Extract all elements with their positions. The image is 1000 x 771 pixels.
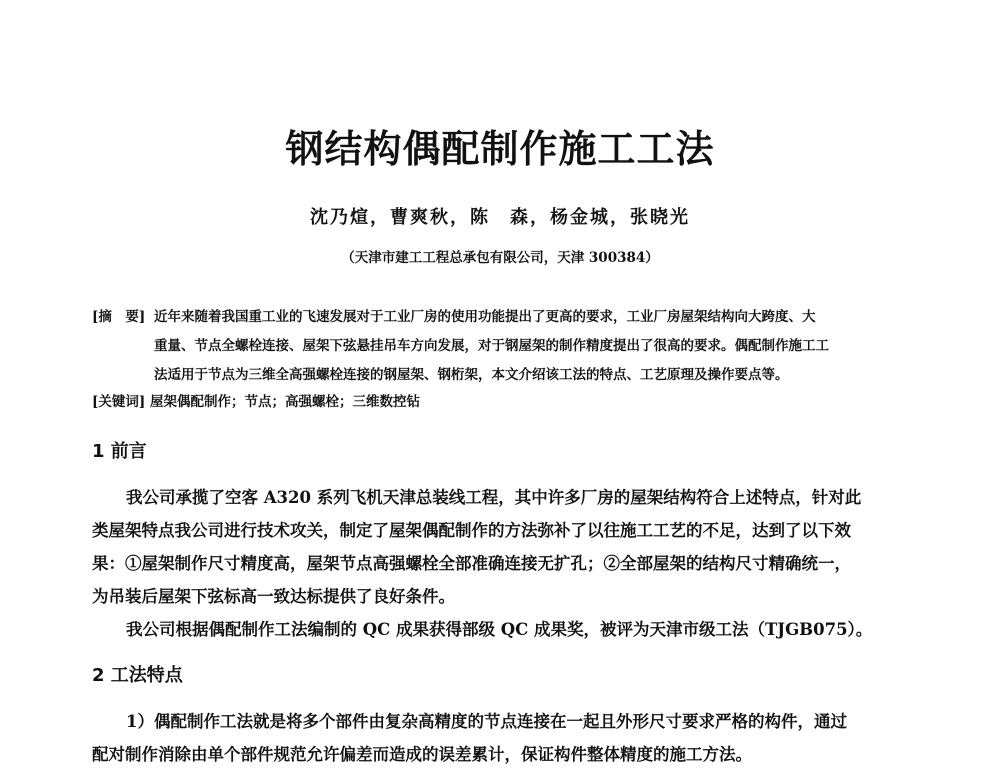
- text-line: 为吊装后屋架下弦标高一致达标提供了良好条件。: [92, 587, 455, 606]
- abstract-line: 重量、节点全螺栓连接、屋架下弦悬挂吊车方向发展，对于钢屋架的制作精度提出了很高的要求。偶配制作施工工: [154, 338, 829, 354]
- paper-title: 钢结构偶配制作施工工法: [285, 127, 715, 171]
- abstract-line: 法适用于节点为三维全高强螺栓连接的钢屋架、钢桁架，本文介绍该工法的特点、工艺原理及操作要点等。: [154, 367, 789, 383]
- section-heading-2: 2 工法特点: [92, 665, 183, 686]
- text-line: 果：①屋架制作尺寸精度高，屋架节点高强螺栓全部准确连接无扩孔；②全部屋架的结构尺寸精确统一，: [92, 554, 851, 573]
- section-heading-1: 1 前言: [92, 441, 147, 462]
- section-2-paragraph-1: [92, 705, 922, 771]
- affiliation: （天津市建工工程总承包有限公司，天津 300384）: [341, 250, 659, 266]
- text-line: 我公司承揽了空客 A320 系列飞机天津总装线工程，其中许多厂房的屋架结构符合上述特点，针对此: [126, 488, 862, 507]
- text-line: 我公司根据偶配制作工法编制的 QC 成果获得部级 QC 成果奖，被评为天津市级工法（TJGB075）。: [126, 620, 873, 639]
- author-list: 沈乃煊，曹爽秋，陈 森，杨金城，张晓光: [310, 207, 690, 228]
- keywords-text: 屋架偶配制作；节点；高强螺栓；三维数控钻: [149, 394, 420, 410]
- abstract-block: [92, 303, 922, 390]
- keywords-line: [92, 390, 912, 410]
- text-line: 1）偶配制作工法就是将多个部件由复杂高精度的节点连接在一起且外形尺寸要求严格的构件，通过: [126, 712, 847, 731]
- text-line: 配对制作消除由单个部件规范允许偏差而造成的误差累计，保证构件整体精度的施工方法。: [92, 745, 752, 764]
- keywords-label: [关键词]: [92, 394, 146, 410]
- text-line: 类屋架特点我公司进行技术攻关，制定了屋架偶配制作的方法弥补了以往施工工艺的不足，达到了以下效: [92, 521, 851, 540]
- section-1-paragraph-2: [92, 613, 922, 646]
- section-1-paragraph-1: [92, 481, 922, 613]
- abstract-label: [摘 要]: [92, 309, 146, 325]
- abstract-line: 近年来随着我国重工业的飞速发展对于工业厂房的使用功能提出了更高的要求，工业厂房屋架结构向大跨度、大: [154, 309, 816, 325]
